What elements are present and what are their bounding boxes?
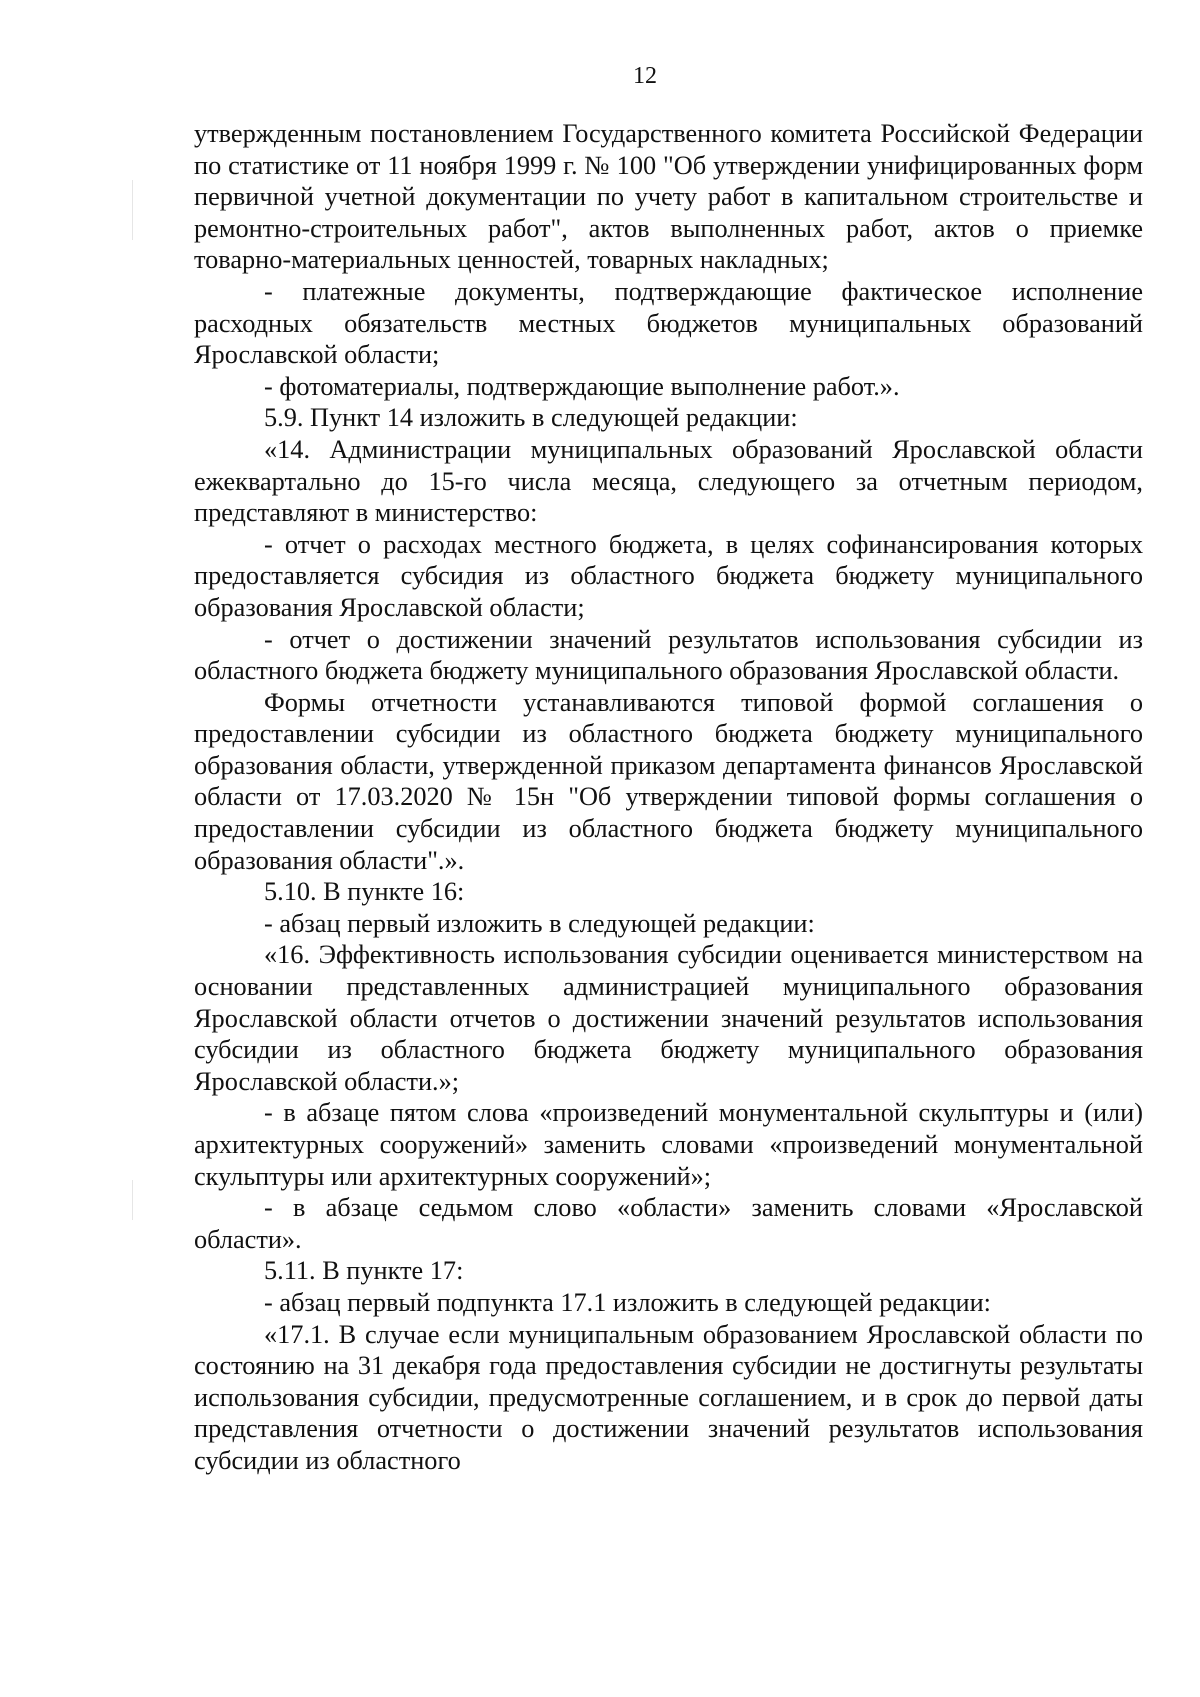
- paragraph: 5.11. В пункте 17:: [264, 1256, 464, 1286]
- paragraph: - в абзаце седьмом слово «области» заменить словами «Ярославской области».: [194, 1193, 1143, 1254]
- paragraph: - абзац первый изложить в следующей редакции:: [264, 908, 815, 938]
- paragraph: утвержденным постановлением Государственного комитета Российской Федерации по статистике от 11 ноября 1999 г. № 100 "Об утверждении унифицированных форм первичной учетной документации по учету работ в капитальном строительстве и ремонтно-строительных работ", актов выполненных работ, актов о приемке товарно-материальных ценностей, товарных накладных;: [194, 119, 1143, 275]
- paragraph: 5.10. В пункте 16:: [264, 877, 465, 907]
- paragraph: 5.9. Пункт 14 изложить в следующей редакции:: [264, 403, 798, 433]
- paragraph: - отчет о расходах местного бюджета, в целях софинансирования которых предоставляется субсидия из областного бюджета бюджету муниципального образования Ярославской области;: [194, 529, 1143, 622]
- paragraph: - абзац первый подпункта 17.1 изложить в следующей редакции:: [264, 1287, 991, 1317]
- paragraph: «14. Администрации муниципальных образований Ярославской области ежеквартально до 15-го числа месяца, следующего за отчетным периодом, представляют в министерство:: [194, 434, 1143, 528]
- paragraph: - отчет о достижении значений результатов использования субсидии из областного бюджета бюджету муниципального образования Ярославской области.: [194, 624, 1143, 686]
- scan-edge-mark: [132, 180, 133, 240]
- paragraph: - фотоматериалы, подтверждающие выполнение работ.».: [264, 371, 900, 401]
- document-body: [194, 118, 1143, 1477]
- paragraph: - в абзаце пятом слова «произведений монументальной скульптуры и (или) архитектурных сооружений» заменить словами «произведений монументальной скульптуры или архитектурных сооружений»;: [194, 1098, 1143, 1191]
- paragraph: «16. Эффективность использования субсидии оценивается министерством на основании представленных администрацией муниципального образования Ярославской области отчетов о достижении значений результатов использования субсидии из областного бюджета бюджету муниципального образования Ярославской области.»;: [194, 940, 1143, 1096]
- paragraph: Формы отчетности устанавливаются типовой формой соглашения о предоставлении субсидии из областного бюджета бюджету муниципального образования области, утвержденной приказом департамента финансов Ярославской области от 17.03.2020 № 15н "Об утверждении типовой формы соглашения о предоставлении субсидии из областного бюджета бюджету муниципального образования области".».: [194, 687, 1143, 875]
- page-number: 12: [633, 63, 657, 89]
- paragraph: «17.1. В случае если муниципальным образованием Ярославской области по состоянию на 31 декабря года предоставления субсидии не достигнуты результаты использования субсидии, предусмотренные соглашением, и в срок до первой даты представления отчетности о достижении значений результатов использования субсидии из областного: [194, 1319, 1143, 1475]
- scan-edge-mark: [132, 1180, 133, 1220]
- paragraph: - платежные документы, подтверждающие фактическое исполнение расходных обязательств местных бюджетов муниципальных образований Ярославской области;: [194, 276, 1143, 370]
